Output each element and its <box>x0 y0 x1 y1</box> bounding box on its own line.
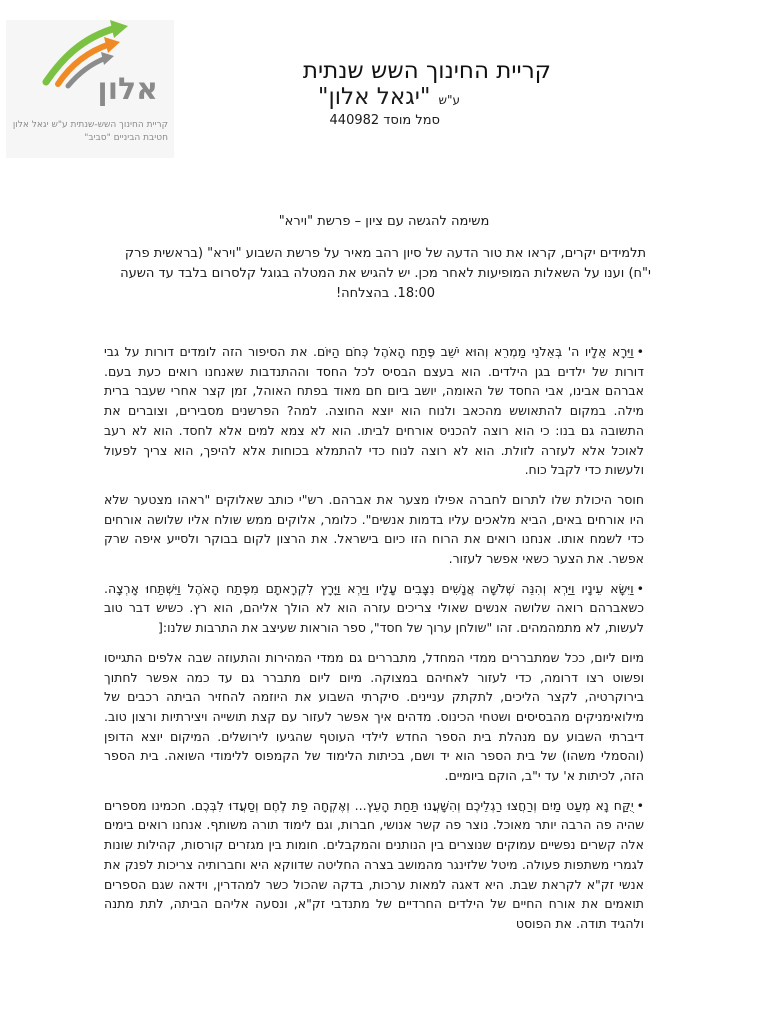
honoree-name: "יגאל אלון" <box>317 84 431 110</box>
article-paragraph: •וַיֵּרָא אֵלָיו ה' בְּאֵלֹנֵי מַמְרֵא וְהוּא יֹשֵׁב פֶּתַח הָאֹהֶל כְּחֹם הַיּוֹם. את הסיפור הזה לומדים דורות על גבי דורות של ילדים בגן הילדים. הוא בעצם הבסיס לכל החסד וההתנדבות שאנחנו רואים כעת בעם. אברהם אבינו, אבי החסד של האומה, יושב ביום חם מאוד בפתח האוהל, זמן קצר אחרי שעבר ברית מילה. במקום להתאושש מהכאב ולנוח הוא יוצא החוצה. למה? הפרשנים מסבירים, וצוברים את התשובה גם בנו: כי הוא רוצה להכניס אורחים לביתו. הוא לא צמא למים אלא לחסד. הוא לא רעב לאוכל אלא לעזרה לזולת. הוא לא רוצה לנוח כדי להתמלא בכוחות אלא להיפך, הוא צריך לפעול ולעשות כדי לקבל כוח. <box>104 344 644 478</box>
school-honoree <box>318 84 460 110</box>
article-paragraph: מיום ליום, ככל שמתבררים ממדי המחדל, מתבררים גם ממדי המהירות והתעוזה שבה אלפים התגייסו ופשוט רצו דרומה, כדי לעזור לאחיהם במצוקה. מיום ליום מתברר גם עד כמה אפשר לחתוך בירוקרטיה, לקצר הליכים, לתקתק עניינים. סיקרתי השבוע את היוזמה להחזיר הביתה רכבים של מילואימניקים מהבסיסים ושטחי הכינוס. מדהים איך אפשר לעזור עם קצת תושייה ויצירתיות ורצון טוב. דיברתי השבוע עם מנהלת בית הספר החדש לילדי העוטף שהגיעו לירושלים. המיקום יוצא הדופן (והסמלי משהו) של בית הספר הוא יד ושם, בכיתות הלימוד של הקמפוס ללימודי השואה. בית הספר הזה, לכיתות א' עד י"ב, הוקם ביומיים. <box>104 649 644 784</box>
school-code: סמל מוסד 440982 <box>329 113 440 128</box>
article-paragraph: •וַיִּשָּׂא עֵינָיו וַיַּרְא וְהִנֵּה שְׁלֹשָׁה אֲנָשִׁים נִצָּבִים עָלָיו וַיַּרְא וַיָּרָץ לִקְרָאתָם מִפֶּתַח הָאֹהֶל וַיִּשְׁתַּחוּ אָרְצָה. כשאברהם רואה שלושה אנשים שאולי צריכים עזרה הוא לא הולך אליהם, הוא רץ. כשיש דבר טוב לעשות, לא מתמהמהים. זהו "שולחן ערוך של חסד", ספר הוראות שעיצב את התרבות שלנו:[ <box>104 580 644 636</box>
article-paragraph: חוסר היכולת שלו לתרום לחברה אפילו מצער את אברהם. רש"י כותב שאלוקים "ראהו מצטער שלא היו אורחים באים, הביא מלאכים עליו בדמות אנשים". כלומר, אלוקים ממש שולח אליו שלושה אורחים כדי לשמח אותו. אנחנו רואים את הרוח הזו כיום בישראל. את הרצון לקום בבוקר ולסייע איפה שרק אפשר. את הצער כשאי אפשר לעזור. <box>104 491 644 567</box>
school-logo <box>6 20 174 158</box>
bullet-marker: • <box>636 344 644 359</box>
assignment-instructions: תלמידים יקרים, קראו את טור הדעה של סיון רהב מאיר על פרשת השבוע "וירא" (בראשית פרק י"ח) וענו על השאלות המופיעות לאחר מכן. יש להגיש את המטלה בגוגל קלסרום בלבד עד השעה 18:00. בהצלחה! <box>120 246 651 301</box>
bullet-marker: • <box>636 797 644 813</box>
logo-tagline-school: קריית החינוך השש-שנתית ע"ש יגאל אלון <box>12 120 168 130</box>
logo-wordmark: אלון <box>97 72 158 107</box>
article-body <box>104 342 644 944</box>
article-paragraph: •יֻקַּח נָא מְעַט מַיִם וְרַחֲצוּ רַגְלֵיכֶם וְהִשָּׁעֲנוּ תַּחַת הָעֵץ... וְאֶקְחָה פַת לֶחֶם וְסַעֲדוּ לִבְּכֶם. חכמינו מספרים שהיה פה הרבה יותר מאוכל. נוצר פה קשר אנושי, חברות, וגם לימוד תורה משותף. אנחנו רואים בימים אלה קשרים נפשיים עמוקים שנוצרים בין הנותנים והמקבלים. חומות בין מגזרים קורסות, קהילות שונות לגמרי משתפות פעולה. מיטל שלזינגר מהמושב בצרה החליטה שדווקא היא וחברותיה צריכות לפנק את אנשי זק"א לקראת שבת. היא דאגה למאות ערכות, בדקה שהכול כשר למהדרין, וידאה שגם הספרים תואמים את אורח החיים של הילדים החרדיים של מתנדבי זק"א, ונסעה אליהם הביתה, לתת מתנה ולהגיד תודה. את הפוסט <box>104 797 644 931</box>
assignment-title: משימה להגשה עם ציון – פרשת "וירא" <box>278 214 490 229</box>
logo-tagline-division: חטיבת הביניים "סביב" <box>84 133 168 143</box>
honoree-prefix: ע"ש <box>438 93 460 107</box>
school-name: קריית החינוך השש שנתית <box>302 58 551 84</box>
bullet-marker: • <box>636 580 644 596</box>
